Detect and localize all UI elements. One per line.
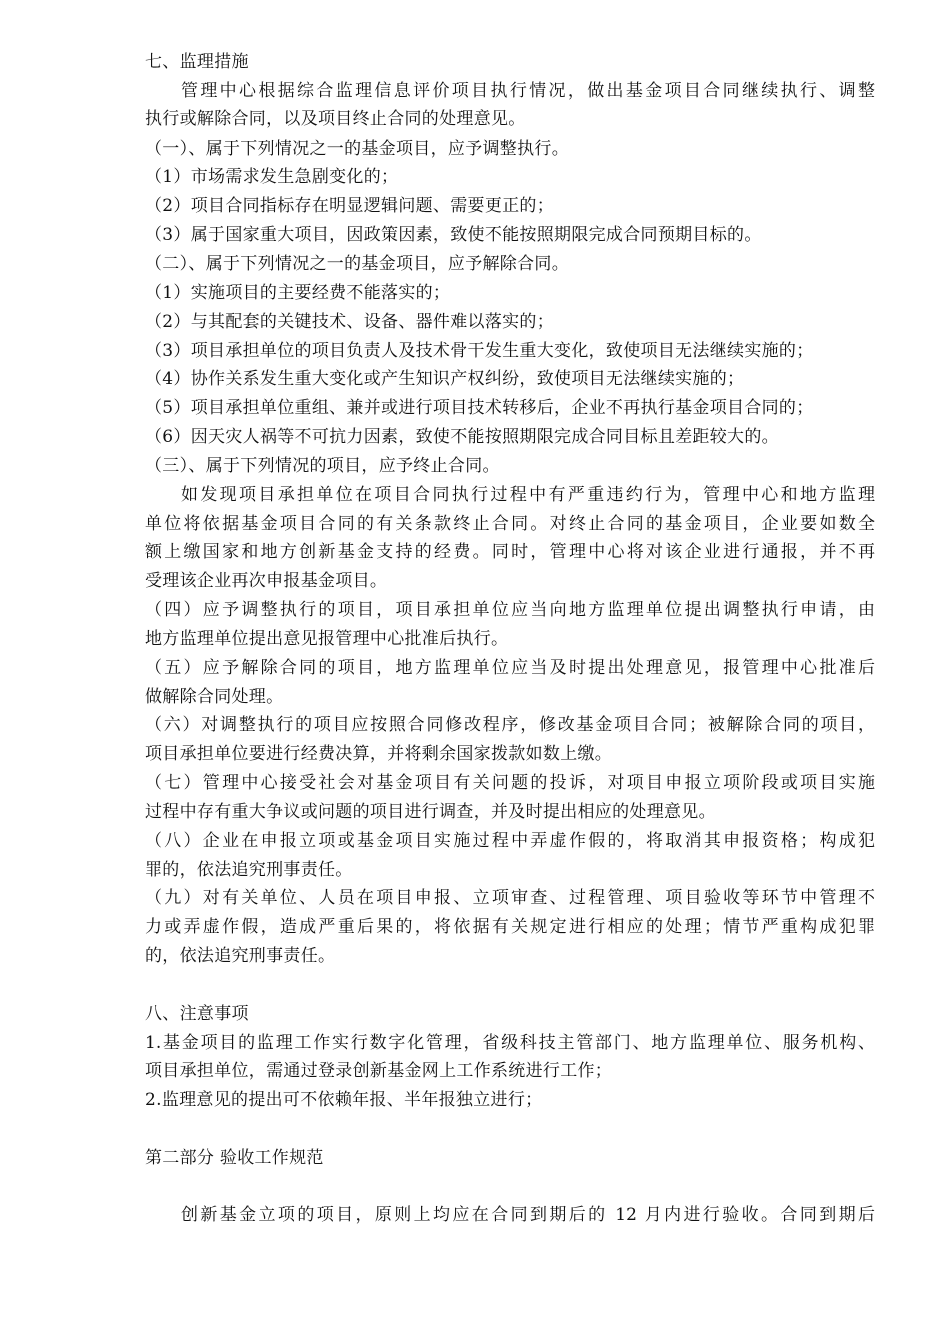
list-item: （2）与其配套的关键技术、设备、器件难以落实的； (145, 312, 555, 332)
subsection-heading-adjust: （一）、属于下列情况之一的基金项目，应予调整执行。 (145, 139, 569, 159)
paragraph-line: 受理该企业再次申报基金项目。 (145, 571, 388, 591)
paragraph-line: 项目承担单位，需通过登录创新基金网上工作系统进行工作； (145, 1061, 613, 1081)
paragraph-line: 罪的，依法追究刑事责任。 (145, 860, 353, 880)
paragraph-line: （九）对有关单位、人员在项目申报、立项审查、过程管理、项目验收等环节中管理不 (145, 888, 875, 908)
list-item: （4）协作关系发生重大变化或产生知识产权纠纷，致使项目无法继续实施的； (145, 369, 745, 389)
paragraph-line: 额上缴国家和地方创新基金支持的经费。同时，管理中心将对该企业进行通报，并不再 (145, 542, 875, 562)
paragraph-line: 过程中存有重大争议或问题的项目进行调查，并及时提出相应的处理意见。 (145, 802, 716, 822)
paragraph-line: （四）应予调整执行的项目，项目承担单位应当向地方监理单位提出调整执行申请，由 (145, 600, 875, 620)
paragraph-line: 创新基金立项的项目，原则上均应在合同到期后的 12 月内进行验收。合同到期后 (181, 1205, 875, 1225)
paragraph-line: 力或弄虚作假，造成严重后果的，将依据有关规定进行相应的处理；情节严重构成犯罪 (145, 917, 875, 937)
list-item: （5）项目承担单位重组、兼并或进行项目技术转移后，企业不再执行基金项目合同的； (145, 398, 814, 418)
paragraph-line: 项目承担单位要进行经费决算，并将剩余国家拨款如数上缴。 (145, 744, 613, 764)
subsection-heading-end-contract: （三）、属于下列情况的项目，应予终止合同。 (145, 456, 500, 476)
paragraph-line: 地方监理单位提出意见报管理中心批准后执行。 (145, 629, 509, 649)
paragraph-line: 的，依法追究刑事责任。 (145, 946, 336, 966)
list-item: （2）项目合同指标存在明显逻辑问题、需要更正的； (145, 196, 555, 216)
paragraph-line: （七）管理中心接受社会对基金项目有关问题的投诉，对项目申报立项阶段或项目实施 (145, 773, 875, 793)
section-heading-notes: 八、注意事项 (145, 1004, 249, 1024)
list-item: （6）因天灾人祸等不可抗力因素，致使不能按照期限完成合同目标且差距较大的。 (145, 427, 779, 447)
list-item: （3）属于国家重大项目，因政策因素，致使不能按照期限完成合同预期目标的。 (145, 225, 762, 245)
part-heading-acceptance: 第二部分 验收工作规范 (145, 1148, 324, 1168)
paragraph-line: 执行或解除合同，以及项目终止合同的处理意见。 (145, 109, 526, 129)
paragraph-line: 单位将依据基金项目合同的有关条款终止合同。对终止合同的基金项目，企业要如数全 (145, 514, 875, 534)
paragraph-line: 1.基金项目的监理工作实行数字化管理，省级科技主管部门、地方监理单位、服务机构、 (145, 1033, 875, 1053)
subsection-heading-terminate: （二）、属于下列情况之一的基金项目，应予解除合同。 (145, 254, 569, 274)
paragraph-line: （五）应予解除合同的项目，地方监理单位应当及时提出处理意见，报管理中心批准后 (145, 658, 875, 678)
paragraph-line: （八）企业在申报立项或基金项目实施过程中弄虚作假的，将取消其申报资格；构成犯 (145, 831, 875, 851)
list-item: （1）实施项目的主要经费不能落实的； (145, 283, 451, 303)
paragraph-line: 如发现项目承担单位在项目合同执行过程中有严重违约行为，管理中心和地方监理 (181, 485, 875, 505)
paragraph-line: 管理中心根据综合监理信息评价项目执行情况，做出基金项目合同继续执行、调整 (181, 81, 875, 101)
paragraph-line: 2.监理意见的提出可不依赖年报、半年报独立进行； (145, 1090, 543, 1110)
section-heading-supervision-measures: 七、监理措施 (145, 52, 249, 72)
paragraph-line: 做解除合同处理。 (145, 687, 284, 707)
list-item: （3）项目承担单位的项目负责人及技术骨干发生重大变化，致使项目无法继续实施的； (145, 341, 814, 361)
list-item: （1）市场需求发生急剧变化的； (145, 167, 399, 187)
paragraph-line: （六）对调整执行的项目应按照合同修改程序，修改基金项目合同；被解除合同的项目， (145, 715, 875, 735)
